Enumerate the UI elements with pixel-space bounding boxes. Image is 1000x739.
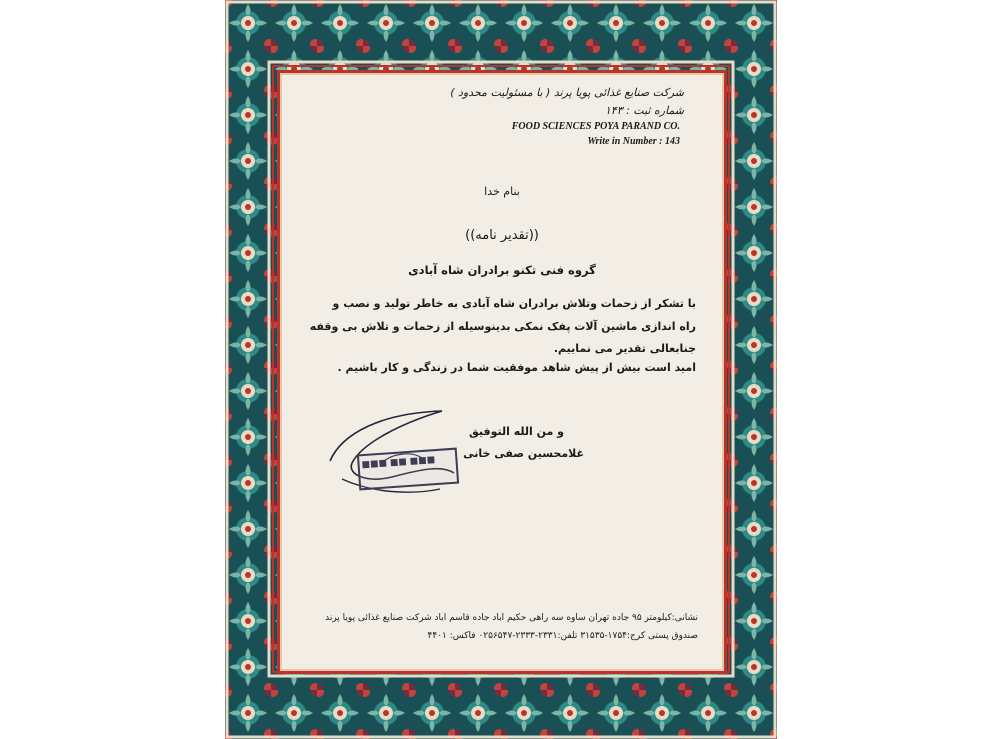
registration-number-en: Write in Number : 143 <box>587 136 680 147</box>
company-name-en: FOOD SCIENCES POYA PARAND CO. <box>511 121 680 132</box>
body-line: راه اندازی ماشین آلات پفک نمکی بدینوسیله از زحمات و تلاش بی وقفه <box>309 320 696 333</box>
body-line: امید است بیش از پیش شاهد موفقیت شما در زندگی و کار باشیم . <box>337 361 696 374</box>
footer-contacts: صندوق پستی کرج:۱۷۵۴-۳۱۵۳۵ تلفن:۲۳۳۱-۲۳۳۳-۰۲۵۶۵۴۷ فاکس: ۴۴۰۱ <box>427 631 698 641</box>
recipient-name: گروه فنی تکنو برادران شاه آبادی <box>408 263 596 277</box>
company-name-fa: شرکت صنایع غذائی پویا پرند ( با مسئولیت محدود ) <box>450 86 684 99</box>
closing-phrase: و من الله التوفیق <box>469 425 564 438</box>
signer-name: غلامحسین صفی خانی <box>463 447 584 460</box>
body-line: با تشکر از زحمات وتلاش برادران شاه آبادی به خاطر تولید و نصب و <box>332 297 696 310</box>
certificate-sheet <box>225 0 777 739</box>
stamp-text: ■■■ ■■ ■■■ <box>361 455 436 471</box>
certificate-title: ((تقدیر نامه)) <box>465 228 539 243</box>
certificate-paper <box>277 70 727 674</box>
company-stamp-icon <box>357 448 459 491</box>
registration-number-fa: شماره ثبت : ۱۴۳ <box>604 104 684 117</box>
body-line: جنابعالی تقدیر می نماییم. <box>553 342 696 355</box>
footer-address: نشانی:کیلومتر ۹۵ جاده تهران ساوه سه راهی حکیم اباد جاده قاسم اباد شرکت صنایع غذائی پویا پرند <box>325 613 698 623</box>
basmala: بنام خدا <box>484 185 520 198</box>
